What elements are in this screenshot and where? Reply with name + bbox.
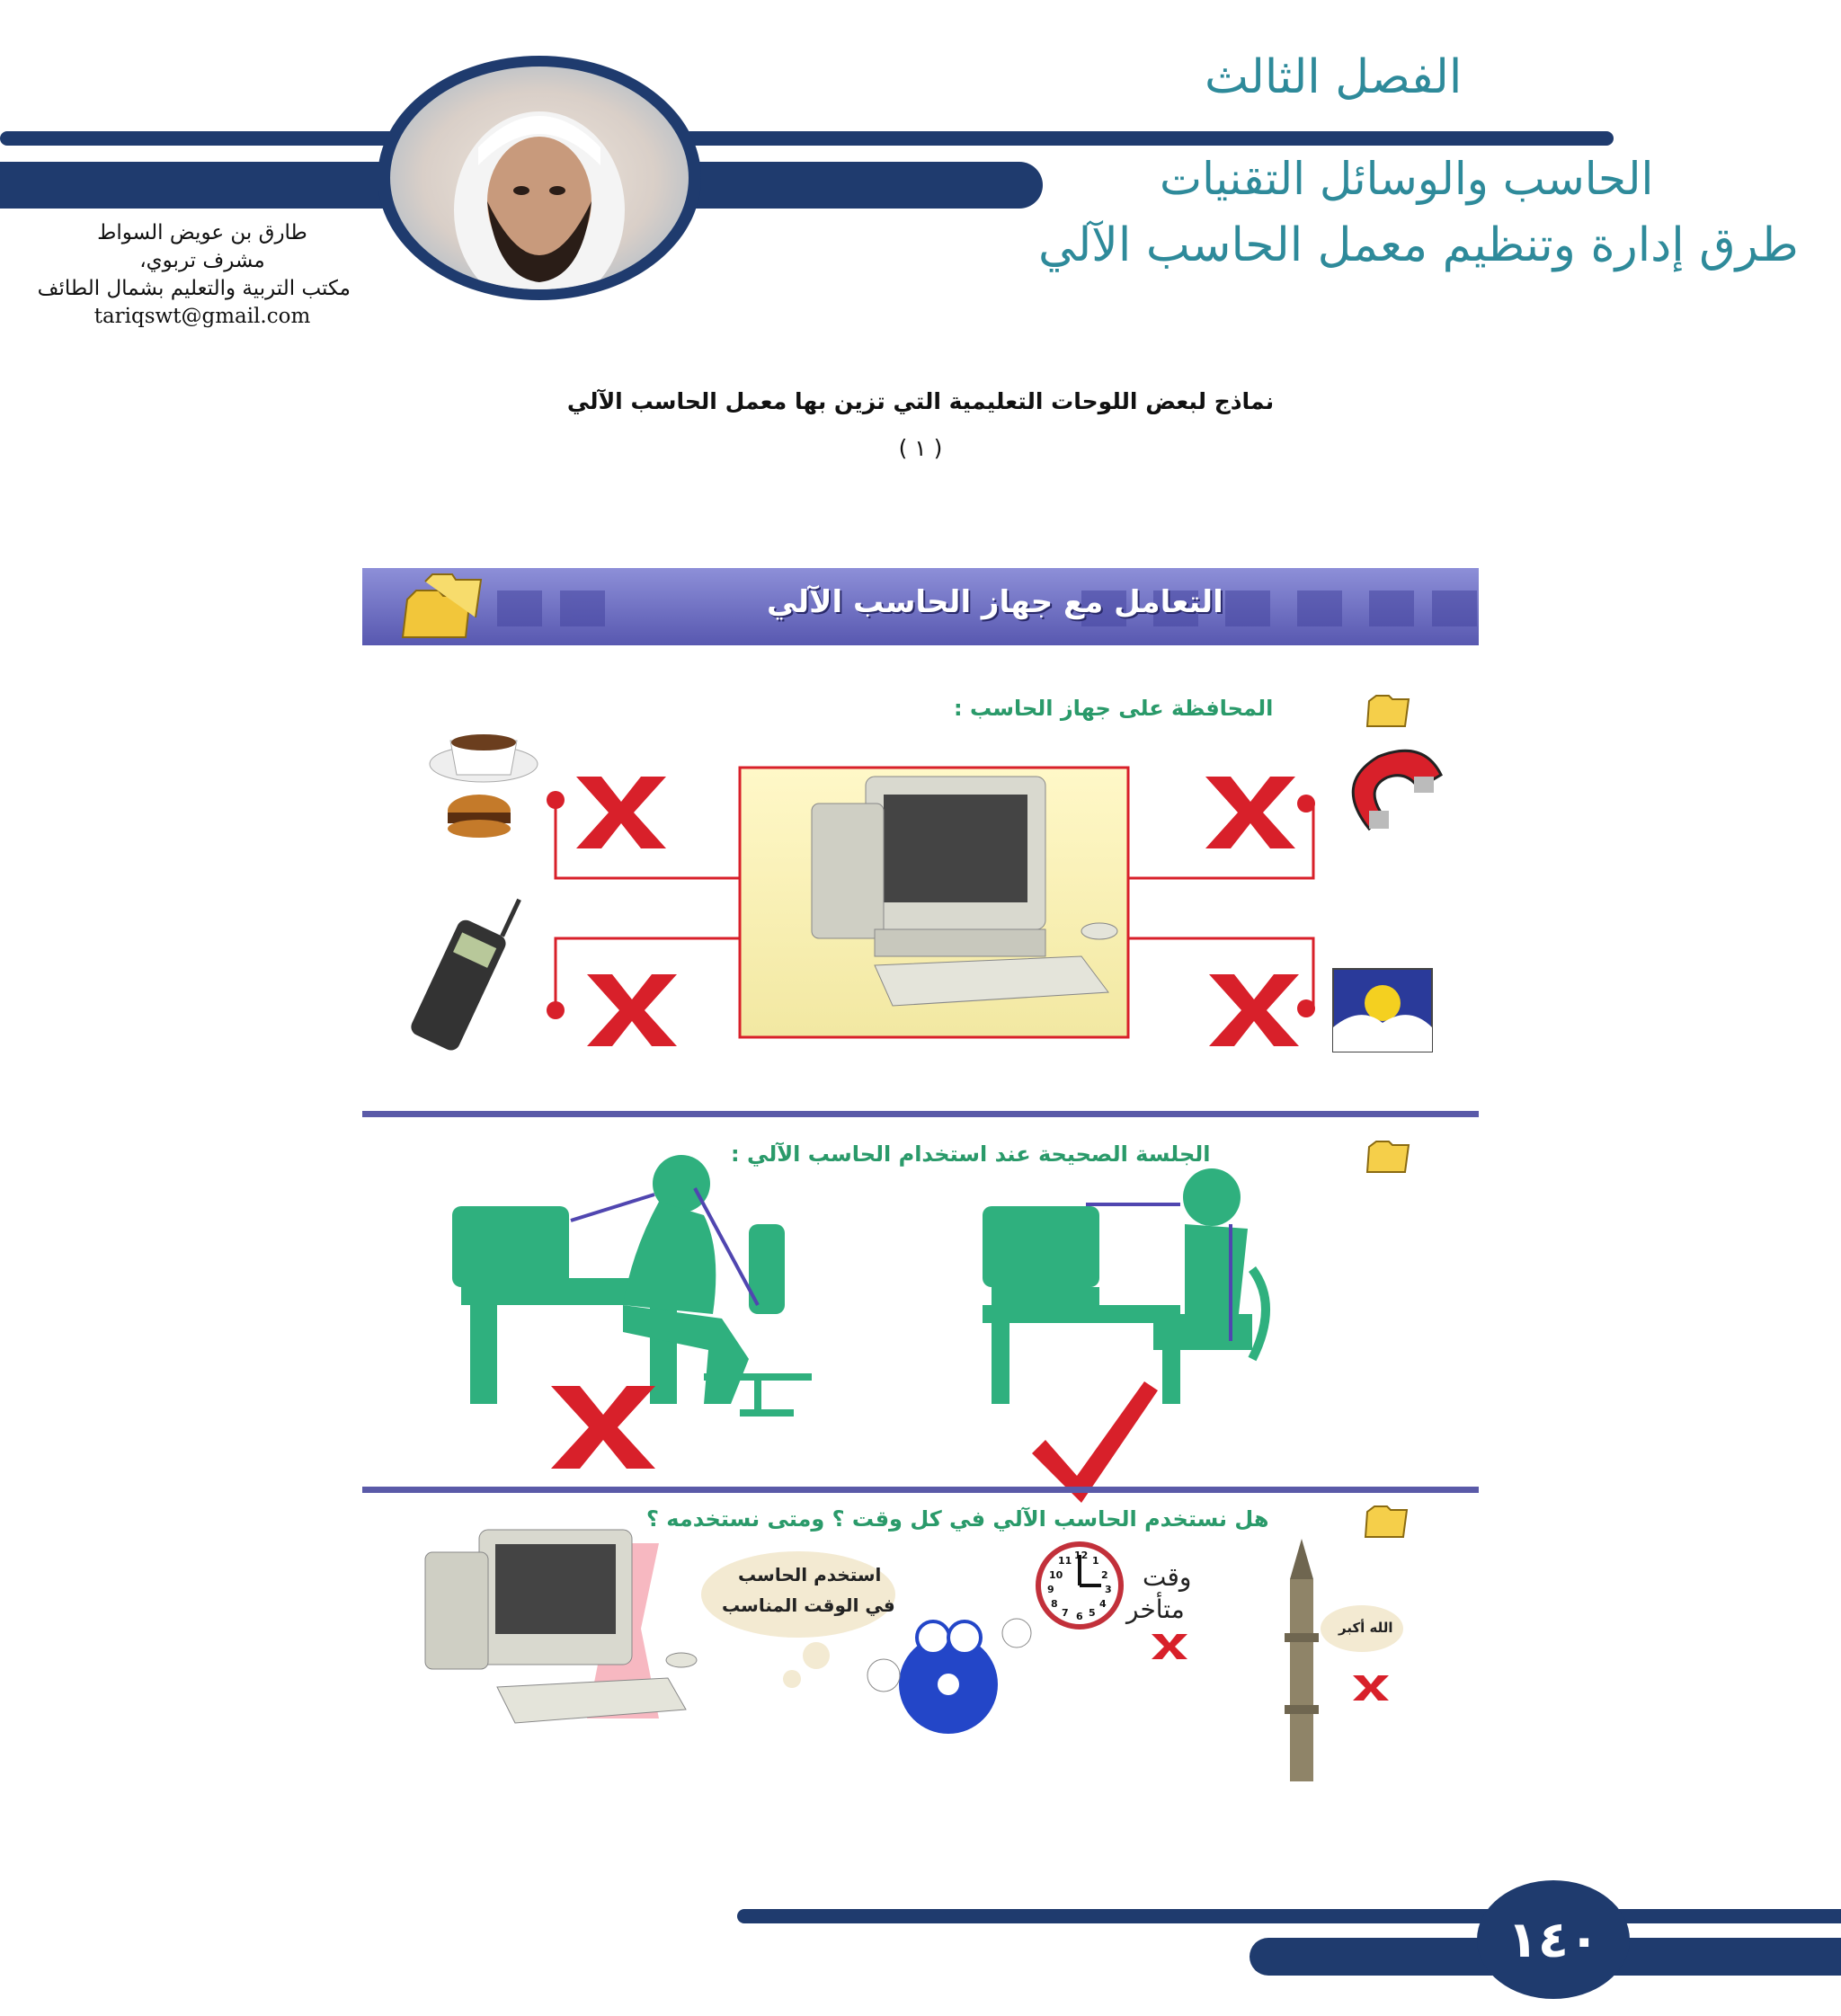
bubble-text-line-1: استخدم الحاسب bbox=[738, 1564, 882, 1585]
clock-number: 10 bbox=[1049, 1569, 1063, 1581]
late-label-line-2: متأخر bbox=[1126, 1594, 1185, 1624]
check-mark-icon bbox=[1032, 1381, 1158, 1503]
weather-icon bbox=[1333, 969, 1432, 1052]
coffee-icon bbox=[430, 734, 538, 782]
author-photo bbox=[378, 56, 701, 300]
phone-icon bbox=[408, 881, 526, 1053]
clock-number: 3 bbox=[1105, 1584, 1112, 1595]
clock-number: 4 bbox=[1099, 1598, 1107, 1610]
author-office: مكتب التربية والتعليم بشمال الطائف bbox=[37, 277, 351, 300]
author-info bbox=[37, 219, 351, 331]
clock-number: 12 bbox=[1074, 1550, 1089, 1561]
folder-icon bbox=[1367, 696, 1409, 726]
clock-number: 2 bbox=[1101, 1569, 1108, 1581]
clock-number: 8 bbox=[1051, 1598, 1058, 1610]
clock-number: 11 bbox=[1058, 1555, 1072, 1567]
minaret-bubble-text: الله أكبر bbox=[1339, 1620, 1393, 1636]
late-label-line-1: وقت bbox=[1143, 1562, 1192, 1592]
clock-number: 1 bbox=[1092, 1555, 1099, 1567]
title-line-2: طرق إدارة وتنظيم معمل الحاسب الآلي bbox=[1038, 218, 1799, 272]
computer-illustration bbox=[425, 1530, 697, 1723]
footer-bar-top bbox=[737, 1909, 1841, 1923]
poster-graphics bbox=[362, 568, 1479, 1781]
minaret-icon bbox=[1285, 1539, 1319, 1781]
poster-banner-title: التعامل مع جهاز الحاسب الآلي bbox=[767, 584, 1223, 620]
section-2-title: الجلسة الصحيحة عند استخدام الحاسب الآلي : bbox=[731, 1141, 1211, 1167]
section-1-title: المحافظة على جهاز الحاسب : bbox=[954, 696, 1274, 721]
x-mark-icon bbox=[551, 1386, 655, 1469]
poster bbox=[362, 568, 1479, 1781]
caption-number: ( ١ ) bbox=[898, 435, 943, 461]
portrait-illustration bbox=[390, 67, 689, 289]
author-email[interactable]: tariqswt@gmail.com bbox=[93, 305, 311, 328]
magnet-icon bbox=[1353, 750, 1441, 829]
page-number: ١٤٠ bbox=[1477, 1880, 1630, 1999]
bad-posture-illustration bbox=[452, 1155, 812, 1413]
chapter-title: الفصل الثالث bbox=[1205, 50, 1463, 104]
folder-icon bbox=[1365, 1506, 1407, 1537]
caption-heading: نماذج لبعض اللوحات التعليمية التي تزين بها معمل الحاسب الآلي bbox=[566, 388, 1275, 414]
clock-number: 7 bbox=[1062, 1607, 1069, 1619]
title-line-1: الحاسب والوسائل التقنيات bbox=[1160, 153, 1654, 205]
bubble-text-line-2: في الوقت المناسب bbox=[722, 1594, 895, 1616]
folder-icon bbox=[1367, 1141, 1409, 1172]
author-name: طارق بن عويض السواط bbox=[97, 221, 307, 244]
cd-mascot bbox=[867, 1619, 1031, 1734]
burger-icon bbox=[448, 795, 511, 838]
clock-number: 9 bbox=[1047, 1584, 1054, 1595]
author-role: مشرف تربوي، bbox=[139, 249, 265, 272]
header-bar-top bbox=[0, 131, 1614, 146]
clock-number: 6 bbox=[1076, 1611, 1083, 1622]
section-3-title: هل نستخدم الحاسب الآلي في كل وقت ؟ ومتى نستخدمه ؟ bbox=[646, 1506, 1269, 1532]
clock-numbers bbox=[1045, 1550, 1114, 1621]
clock-number: 5 bbox=[1089, 1607, 1096, 1619]
